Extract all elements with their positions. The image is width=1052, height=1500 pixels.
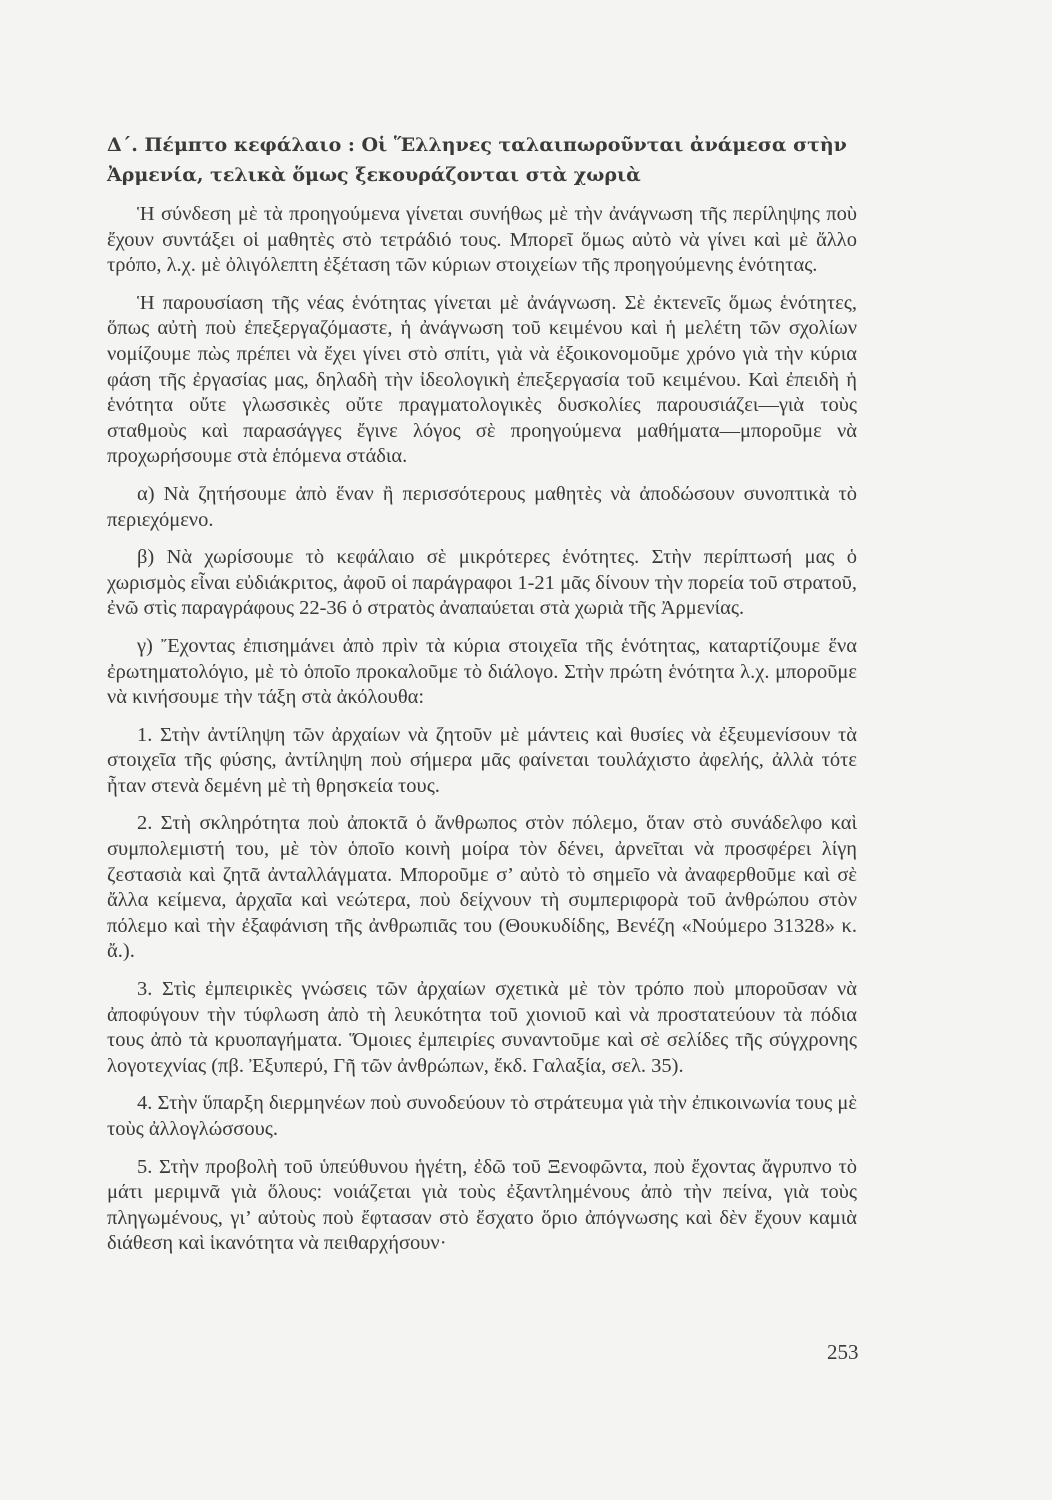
chapter-heading: Δ΄. Πέμπτο κεφάλαιο : Οἱ Ἕλληνες ταλαιπωροῦνται ἀνάμεσα στὴν Ἀρμενία, τελικὰ ὅμως ξεκουράζονται στὰ χωριὰ <box>107 134 847 186</box>
presentation-paragraph: Ἡ παρουσίαση τῆς νέας ἑνότητας γίνεται μὲ ἀνάγνωση. Σὲ ἐκτενεῖς ὅμως ἑνότητες, ὅπως αὐτὴ ποὺ ἐπεξεργαζόμαστε, ἡ ἀνάγνωση τοῦ κειμένου καὶ ἡ μελέτη τῶν σχολίων νομίζουμε πὼς πρέπει νὰ ἔχει γίνει στὸ σπίτι, γιὰ νὰ ἐξοικονομοῦμε χρόνο γιὰ τὴν κύρια φάση τῆς ἐργασίας μας, δηλαδὴ τὴν ἰδεολογικὴ ἐπεξεργασία τοῦ κειμένου. Καὶ ἐπειδὴ ἡ ἑνότητα οὔτε γλωσσικὲς οὔτε πραγματολογικὲς δυσκολίες παρουσιάζει—γιὰ τοὺς σταθμοὺς καὶ παρασάγγες ἔγινε λόγος σὲ προηγούμενα μαθήματα—μποροῦμε νὰ προχωρήσουμε στὰ ἑπόμενα στάδια. <box>107 291 857 468</box>
list-item: 4. Στὴν ὕπαρξη διερμηνέων ποὺ συνοδεύουν τὸ στράτευμα γιὰ τὴν ἐπικοινωνία τους μὲ τοὺς ἀλλογλώσσους. <box>107 1092 857 1140</box>
page-content <box>107 130 857 1269</box>
intro-paragraph: Ἡ σύνδεση μὲ τὰ προηγούμενα γίνεται συνήθως μὲ τὴν ἀνάγνωση τῆς περίληψης ποὺ ἔχουν συντάξει οἱ μαθητὲς στὸ τετράδιό τους. Μπορεῖ ὅμως αὐτὸ νὰ γίνει καὶ μὲ ἄλλο τρόπο, λ.χ. μὲ ὀλιγόλεπτη ἐξέταση τῶν κύριων στοιχείων τῆς προηγούμενης ἑνότητας. <box>107 203 857 277</box>
list-item: 1. Στὴν ἀντίληψη τῶν ἀρχαίων νὰ ζητοῦν μὲ μάντεις καὶ θυσίες νὰ ἐξευμενίσουν τὰ στοιχεῖα τῆς φύσης, ἀντίληψη ποὺ σήμερα μᾶς φαίνεται τουλάχιστο ἀφελής, ἀλλὰ τότε ἦταν στενὰ δεμένη μὲ τὴ θρησκεία τους. <box>107 723 857 797</box>
page-number: 253 <box>827 1340 859 1364</box>
step-b-paragraph: β) Νὰ χωρίσουμε τὸ κεφάλαιο σὲ μικρότερες ἑνότητες. Στὴν περίπτωσή μας ὁ χωρισμὸς εἶναι εὐδιάκριτος, ἀφοῦ οἱ παράγραφοι 1-21 μᾶς δίνουν τὴν πορεία τοῦ στρατοῦ, ἐνῶ στὶς παραγράφους 22-36 ὁ στρατὸς ἀναπαύεται στὰ χωριὰ τῆς Ἀρμενίας. <box>107 546 857 620</box>
step-c-paragraph: γ) Ἔχοντας ἐπισημάνει ἀπὸ πρὶν τὰ κύρια στοιχεῖα τῆς ἑνότητας, καταρτίζουμε ἕνα ἐρωτηματολόγιο, μὲ τὸ ὁποῖο προκαλοῦμε τὸ διάλογο. Στὴν πρώτη ἑνότητα λ.χ. μποροῦμε νὰ κινήσουμε τὴν τάξη στὰ ἀκόλουθα: <box>107 634 857 709</box>
list-item: 3. Στὶς ἐμπειρικὲς γνώσεις τῶν ἀρχαίων σχετικὰ μὲ τὸν τρόπο ποὺ μποροῦσαν νὰ ἀποφύγουν τὴν τύφλωση ἀπὸ τὴ λευκότητα τοῦ χιονιοῦ καὶ νὰ προστατεύουν τὰ πόδια τους ἀπὸ τὰ κρυοπαγήματα. Ὅμοιες ἐμπειρίες συναντοῦμε καὶ σὲ σελίδες τῆς σύγχρονης λογοτεχνίας (πβ. Ἐξυπερύ, Γῆ τῶν ἀνθρώπων, ἔκδ. Γαλαξία, σελ. 35). <box>107 978 857 1077</box>
step-a-paragraph: α) Νὰ ζητήσουμε ἀπὸ ἕναν ἢ περισσότερους μαθητὲς νὰ ἀποδώσουν συνοπτικὰ τὸ περιεχόμενο. <box>107 482 857 531</box>
numbered-list <box>107 723 857 1257</box>
list-item: 2. Στὴ σκληρότητα ποὺ ἀποκτᾶ ὁ ἄνθρωπος στὸν πόλεμο, ὅταν στὸ συνάδελφο καὶ συμπολεμιστή του, μὲ τὸν ὁποῖο κοινὴ μοίρα τὸν δένει, ἀρνεῖται νὰ προσφέρει λίγη ζεστασιὰ καὶ ζητᾶ ἀνταλλάγματα. Μποροῦμε σ’ αὐτὸ τὸ σημεῖο νὰ ἀναφερθοῦμε καὶ σὲ ἄλλα κείμενα, ἀρχαῖα καὶ νεώτερα, ποὺ δείχνουν τὴ συμπεριφορὰ τοῦ ἀνθρώπου στὸν πόλεμο καὶ τὴν ἐξαφάνιση τῆς ἀνθρωπιᾶς του (Θουκυδίδης, Βενέζη «Νούμερο 31328» κ. ἄ.). <box>107 812 857 963</box>
list-item: 5. Στὴν προβολὴ τοῦ ὑπεύθυνου ἡγέτη, ἐδῶ τοῦ Ξενοφῶντα, ποὺ ἔχοντας ἄγρυπνο τὸ μάτι μεριμνᾶ γιὰ ὅλους: νοιάζεται γιὰ τοὺς ἐξαντλημένους ἀπὸ τὴν πείνα, γιὰ τοὺς πληγωμένους, γι’ αὐτοὺς ποὺ ἔφτασαν στὸ ἔσχατο ὅριο ἀπόγνωσης καὶ δὲν ἔχουν καμιὰ διάθεση καὶ ἱκανότητα νὰ πειθαρχήσουν· <box>107 1155 857 1255</box>
